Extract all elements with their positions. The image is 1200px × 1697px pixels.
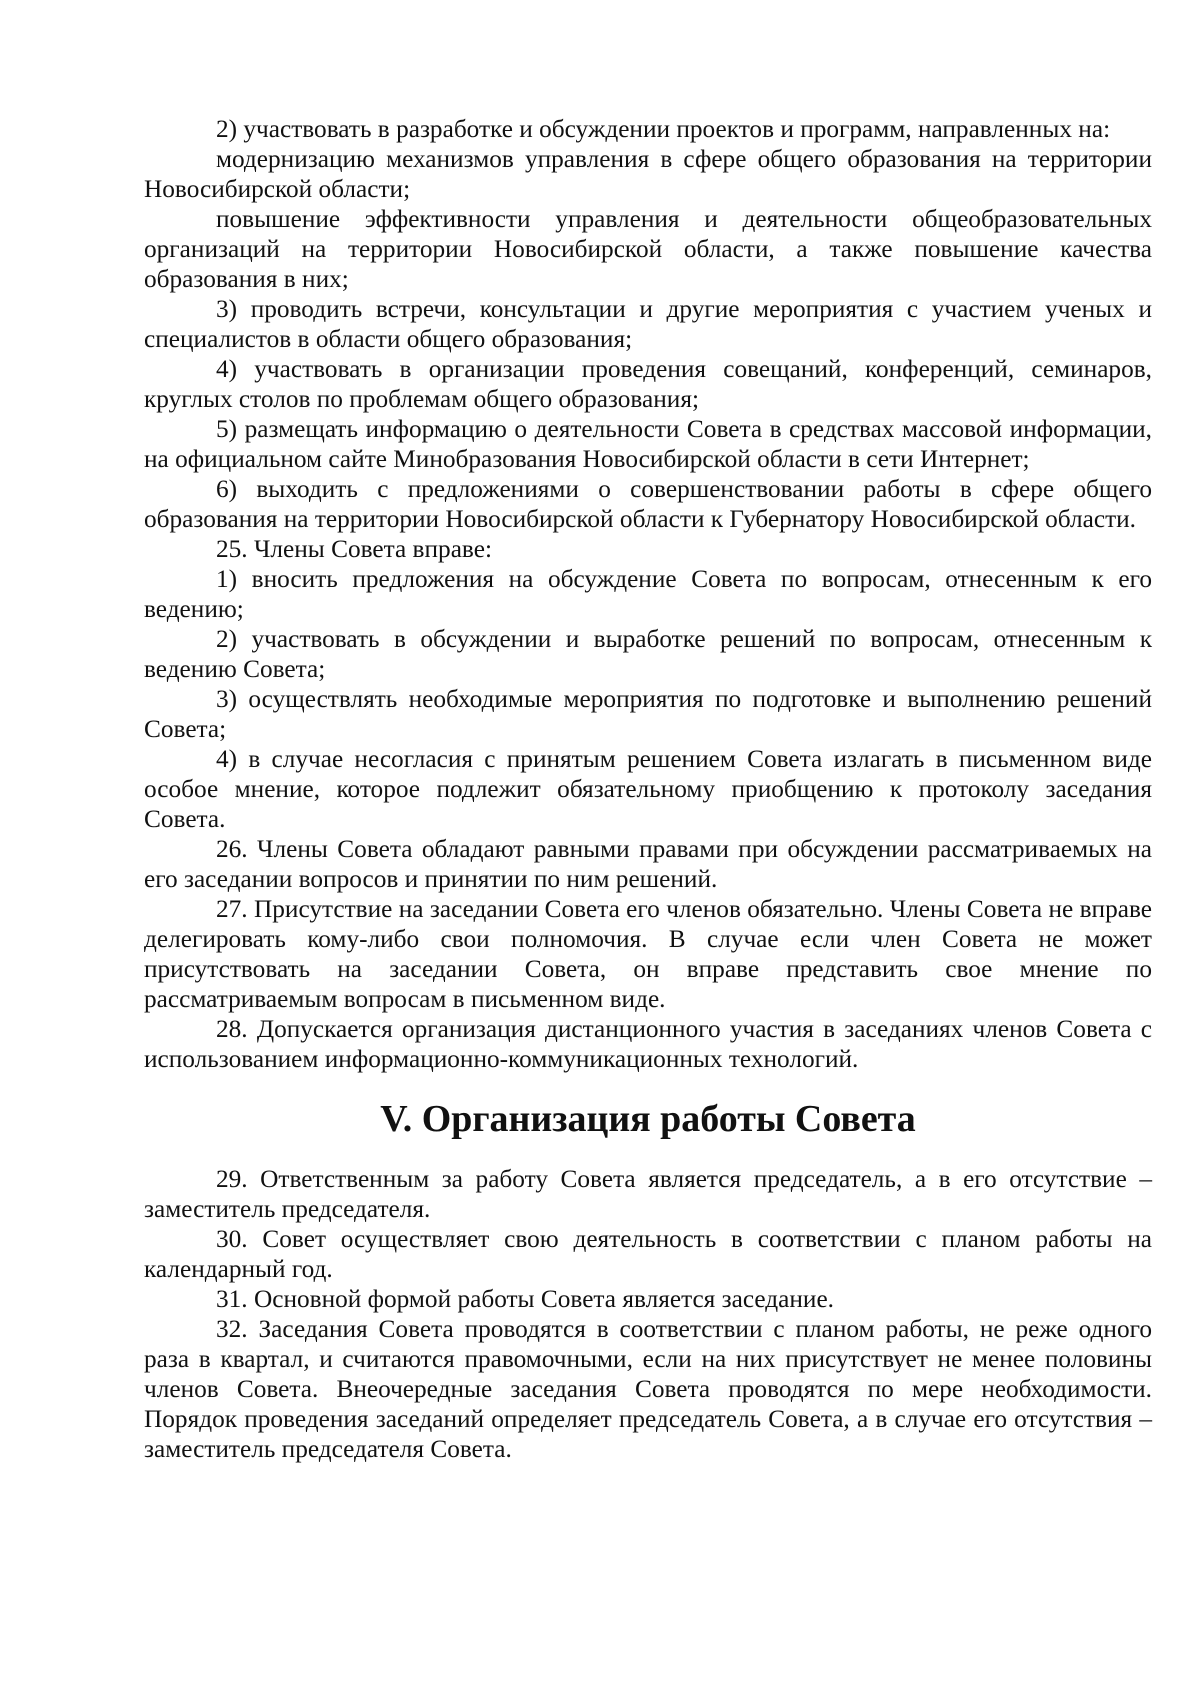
paragraph: 27. Присутствие на заседании Совета его членов обязательно. Члены Совета не вправе делегировать кому-либо свои полномочия. В случае если член Совета не может присутствовать на заседании Совета, он вправе представить свое мнение по рассматриваемым вопросам в письменном виде.	[144, 895, 1152, 1013]
paragraph: 4) в случае несогласия с принятым решением Совета излагать в письменном виде особое мнение, которое подлежит обязательному приобщению к протоколу заседания Совета.	[144, 745, 1152, 833]
paragraph: 31. Основной формой работы Совета является заседание.	[216, 1285, 835, 1313]
paragraph: 29. Ответственным за работу Совета является председатель, а в его отсутствие – заместитель председателя.	[144, 1165, 1152, 1223]
paragraph: 6) выходить с предложениями о совершенствовании работы в сфере общего образования на территории Новосибирской области к Губернатору Новосибирской области.	[144, 475, 1152, 533]
paragraph: 25. Члены Совета вправе:	[216, 535, 492, 563]
paragraph: 3) проводить встречи, консультации и другие мероприятия с участием ученых и специалистов в области общего образования;	[144, 295, 1152, 353]
paragraph: 26. Члены Совета обладают равными правами при обсуждении рассматриваемых на его заседании вопросов и принятии по ним решений.	[144, 835, 1152, 893]
paragraph: 5) размещать информацию о деятельности Совета в средствах массовой информации, на официальном сайте Минобразования Новосибирской области в сети Интернет;	[144, 415, 1152, 473]
document-page	[144, 114, 1152, 1464]
paragraph: модернизацию механизмов управления в сфере общего образования на территории Новосибирской области;	[144, 145, 1152, 203]
section-heading: V. Организация работы Совета	[380, 1098, 916, 1140]
paragraph: 2) участвовать в обсуждении и выработке решений по вопросам, отнесенным к ведению Совета;	[144, 625, 1152, 683]
paragraph: 1) вносить предложения на обсуждение Совета по вопросам, отнесенным к его ведению;	[144, 565, 1152, 623]
paragraph: повышение эффективности управления и деятельности общеобразовательных организаций на территории Новосибирской области, а также повышение качества образования в них;	[144, 205, 1152, 293]
paragraph: 32. Заседания Совета проводятся в соответствии с планом работы, не реже одного раза в квартал, и считаются правомочными, если на них присутствует не менее половины членов Совета. Внеочередные заседания Совета проводятся по мере необходимости. Порядок проведения заседаний определяет председатель Совета, а в случае его отсутствия – заместитель председателя Совета.	[144, 1315, 1152, 1463]
paragraph: 3) осуществлять необходимые мероприятия по подготовке и выполнению решений Совета;	[144, 685, 1152, 743]
paragraph: 4) участвовать в организации проведения совещаний, конференций, семинаров, круглых столов по проблемам общего образования;	[144, 355, 1152, 413]
paragraph: 30. Совет осуществляет свою деятельность в соответствии с планом работы на календарный год.	[144, 1225, 1152, 1283]
paragraph: 2) участвовать в разработке и обсуждении проектов и программ, направленных на:	[216, 115, 1111, 143]
paragraph: 28. Допускается организация дистанционного участия в заседаниях членов Совета с использованием информационно-коммуникационных технологий.	[144, 1015, 1152, 1073]
